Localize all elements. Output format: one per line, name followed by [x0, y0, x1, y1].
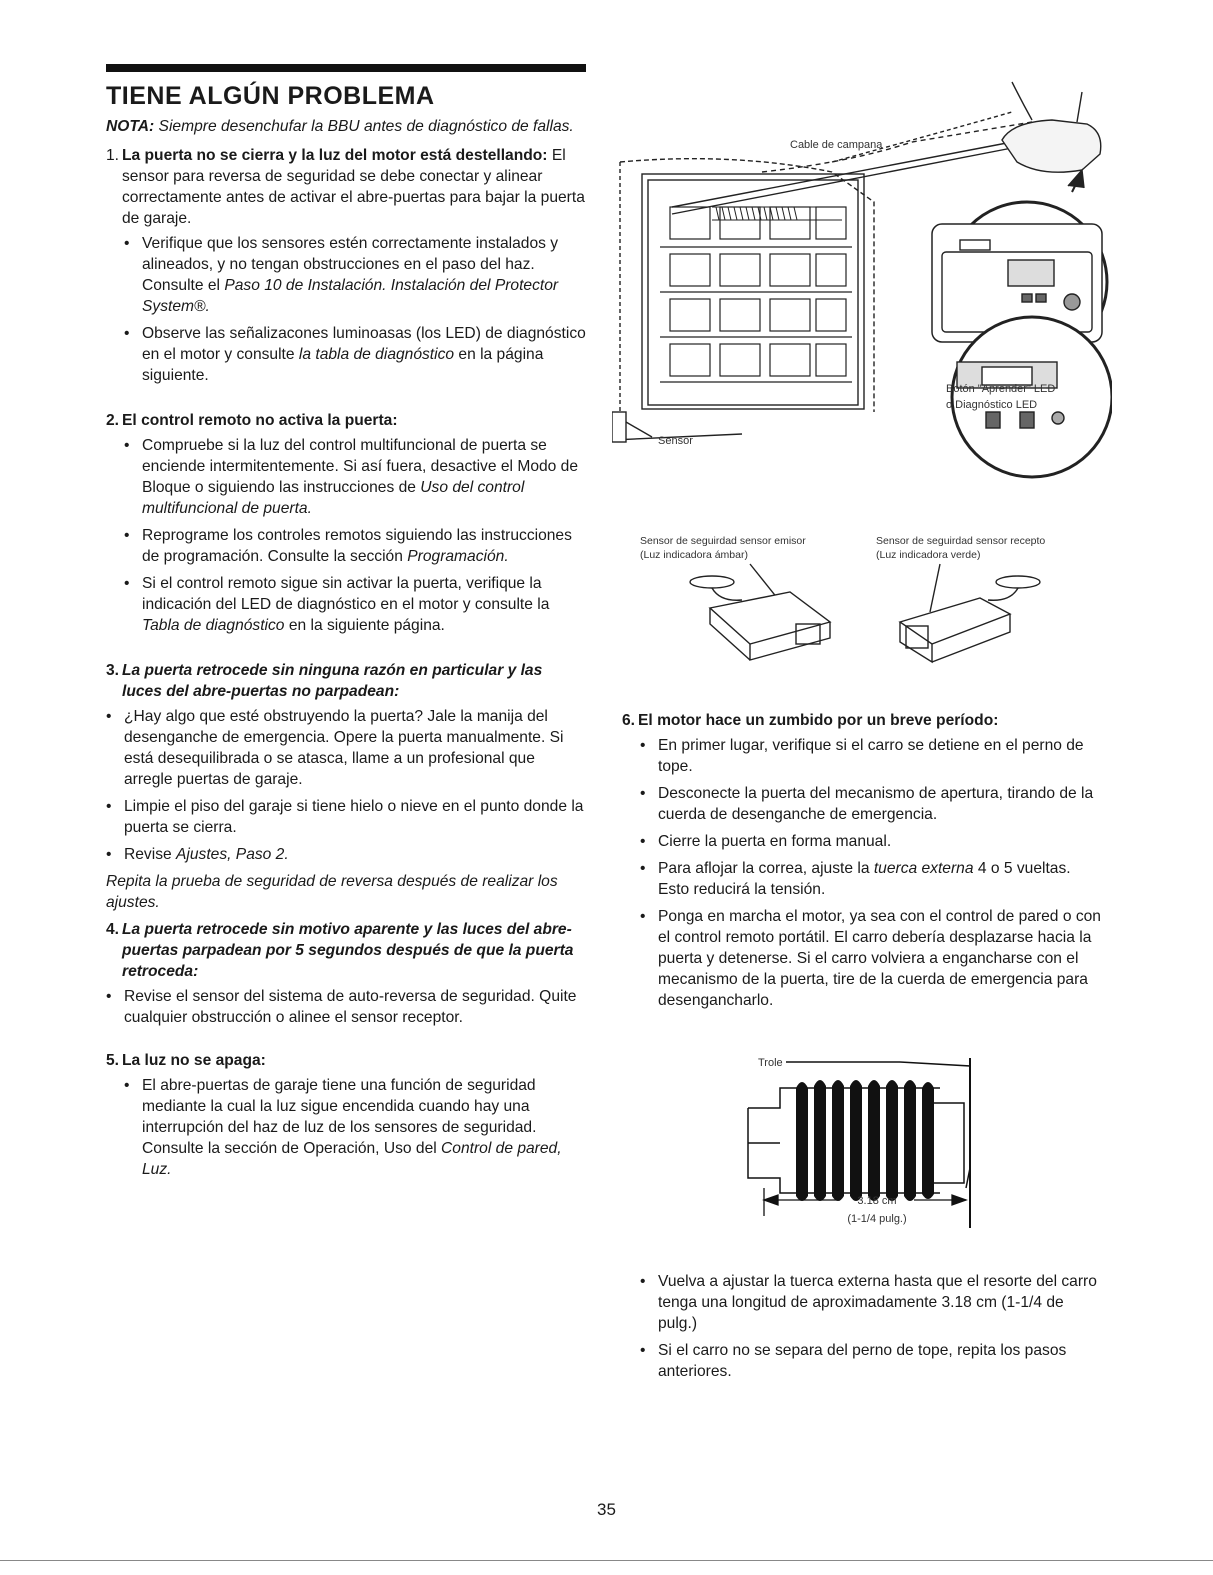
- list-item-text: 4 o 5 vueltas. Esto reducirá la tensión.: [658, 860, 1071, 898]
- list-item-ref: Paso 10 de Instalación. Instalación del Protector System®.: [142, 277, 559, 315]
- receiver-sensor-label: Sensor de seguirdad sensor recepto: [876, 535, 1046, 547]
- list-item-text: Verifique que los sensores estén correctamente instalados y alineados, y no tengan obstrucciones en el paso del haz. Consulte el: [142, 235, 559, 294]
- section-3-title: La puerta retrocede sin ninguna razón en particular y las luces del abre-puertas no parpadean:: [122, 662, 543, 700]
- list-item-text: Revise: [124, 846, 176, 863]
- list-item: [124, 435, 586, 519]
- list-item: [124, 1075, 586, 1180]
- list-item: • Revise el sensor del sistema de auto-reversa de seguridad. Quite cualquier obstrucción o alinee el sensor receptor.: [106, 986, 586, 1028]
- list-item-ref: tuerca externa: [873, 860, 974, 877]
- list-item: • Limpie el piso del garaje si tiene hielo o nieve en el punto donde la puerta se cierra.: [106, 796, 586, 838]
- section-4-list: [106, 986, 586, 1028]
- trolley-label: Trole: [758, 1057, 783, 1069]
- list-item-text: Observe las señalizacones luminoasas (los LED) de diagnóstico en el motor y consulte: [142, 325, 586, 363]
- section-3-number: 3.: [106, 662, 120, 679]
- note: [106, 116, 586, 137]
- section-5: [106, 1050, 586, 1180]
- section-2-list: [106, 435, 586, 636]
- diagnostic-led-label: o Diagnóstico LED: [946, 399, 1038, 411]
- list-item-ref: Programación.: [407, 548, 509, 565]
- list-item: [640, 858, 1102, 900]
- section-6: [622, 710, 1102, 1382]
- section-3-footnote: Repita la prueba de seguridad de reversa después de realizar los ajustes.: [106, 873, 558, 911]
- list-item-ref: la tabla de diagnóstico: [298, 346, 455, 363]
- section-5-header: [106, 1050, 586, 1071]
- section-6-title: El motor hace un zumbido por un breve período:: [638, 712, 999, 729]
- list-item-text: en la siguiente página.: [284, 617, 445, 634]
- list-item-ref: Tabla de diagnóstico: [142, 617, 285, 634]
- spring-length-inches: (1-1/4 pulg.): [847, 1213, 907, 1225]
- section-2: [106, 410, 586, 636]
- emitter-light-label: (Luz indicadora ámbar): [640, 549, 748, 561]
- section-1-header: [106, 145, 586, 229]
- list-item: [124, 323, 586, 386]
- list-item-text: Si el control remoto sigue sin activar la puerta, verifique la indicación del LED de diagnóstico en el motor y consulte la: [142, 575, 550, 613]
- section-4-number: 4.: [106, 921, 120, 938]
- list-item: [106, 844, 586, 865]
- section-6-list-continued: [622, 1271, 1102, 1382]
- section-2-number: 2.: [106, 412, 120, 429]
- note-label: NOTA:: [106, 118, 155, 135]
- list-item: • En primer lugar, verifique si el carro se detiene en el perno de tope.: [640, 735, 1102, 777]
- section-1: [106, 145, 586, 386]
- list-item: [124, 525, 586, 567]
- title-rule: [106, 64, 586, 72]
- section-6-header: [622, 710, 1102, 731]
- list-item: [124, 233, 586, 317]
- list-item: • Desconecte la puerta del mecanismo de apertura, tirando de la cuerda de desenganche de emergencia.: [640, 783, 1102, 825]
- section-3-header: [106, 660, 586, 702]
- list-item-ref: Ajustes, Paso 2.: [176, 846, 289, 863]
- left-column: [106, 64, 586, 1186]
- section-3: [106, 660, 586, 913]
- safety-sensors-illustration: [640, 532, 1080, 677]
- list-item: [124, 573, 586, 636]
- section-2-header: [106, 410, 586, 431]
- list-item-text: Reprograme los controles remotos siguiendo las instrucciones de programación. Consulte la sección: [142, 527, 572, 565]
- list-item-text: Compruebe si la luz del control multifuncional de puerta se enciende intermitentemente. Si así fuera, desactive el Modo de Bloque o siguiendo las instrucciones de: [142, 437, 579, 496]
- section-6-number: 6.: [622, 712, 636, 729]
- receiver-light-label: (Luz indicadora verde): [876, 549, 981, 561]
- section-3-list: [106, 706, 586, 865]
- list-item-ref: Control de pared, Luz.: [142, 1140, 562, 1178]
- list-item-text: Para aflojar la correa, ajuste la: [658, 860, 874, 877]
- cable-label: Cable de campana: [790, 139, 883, 151]
- list-item: • Si el carro no se separa del perno de tope, repita los pasos anteriores.: [640, 1340, 1102, 1382]
- list-item-text: El abre-puertas de garaje tiene una función de seguridad mediante la cual la luz sigue encendida cuando hay una interrupción del haz de luz de los sensores de seguridad. Consulte la sección de Operación, Uso del: [142, 1077, 537, 1157]
- section-5-title: La luz no se apaga:: [122, 1052, 266, 1069]
- section-6-list: [622, 735, 1102, 1011]
- section-1-list: [106, 233, 586, 386]
- section-4-header: [106, 919, 586, 982]
- section-5-list: [106, 1075, 586, 1180]
- list-item: • Ponga en marcha el motor, ya sea con el control de pared o con el control remoto portátil. El carro debería desplazarse hacia la puerta y detenerse. Si el carro volviera a engancharse con el mecanismo de la puerta, tire de la cuerda de emergencia para desengancharlo.: [640, 906, 1102, 1011]
- section-1-number: 1.: [106, 147, 120, 164]
- sensor-label: Sensor: [658, 435, 693, 447]
- list-item: • Cierre la puerta en forma manual.: [640, 831, 1102, 852]
- page-title: TIENE ALGÚN PROBLEMA: [106, 82, 435, 110]
- section-4-title: La puerta retrocede sin motivo aparente y las luces del abre-puertas parpadean por 5 segundos después de que la puerta retroceda:: [122, 921, 574, 980]
- section-5-number: 5.: [106, 1052, 120, 1069]
- learn-button-label: Botón "Aprender" LED: [946, 383, 1056, 395]
- list-item-text: en la página siguiente.: [142, 346, 544, 384]
- list-item-ref: Uso del control multifuncional de puerta.: [142, 479, 525, 517]
- trolley-spring-illustration: [740, 1048, 990, 1236]
- emitter-sensor-label: Sensor de seguirdad sensor emisor: [640, 535, 806, 547]
- section-4: [106, 919, 586, 1028]
- section-1-intro: El sensor para reversa de seguridad se debe conectar y alinear correctamente antes de activar el abre-puertas para bajar la puerta de garaje.: [122, 147, 585, 227]
- section-2-title: El control remoto no activa la puerta:: [122, 412, 398, 429]
- section-1-title: La puerta no se cierra y la luz del motor está destellando:: [122, 147, 548, 164]
- bottom-divider: [0, 1560, 1213, 1561]
- list-item: • ¿Hay algo que esté obstruyendo la puerta? Jale la manija del desenganche de emergencia. Opere la puerta manualmente. Si está desequilibrada o se atasca, llame a un profesional que arregle puertas de garaje.: [106, 706, 586, 790]
- garage-door-illustration: [612, 62, 1112, 492]
- list-item: • Vuelva a ajustar la tuerca externa hasta que el resorte del carro tenga una longitud de aproximadamente 3.18 cm (1-1/4 de pulg.): [640, 1271, 1102, 1334]
- spring-length-cm: 3.18 cm: [857, 1195, 897, 1207]
- page-number: 35: [597, 1500, 616, 1519]
- note-text: Siempre desenchufar la BBU antes de diagnóstico de fallas.: [154, 118, 574, 135]
